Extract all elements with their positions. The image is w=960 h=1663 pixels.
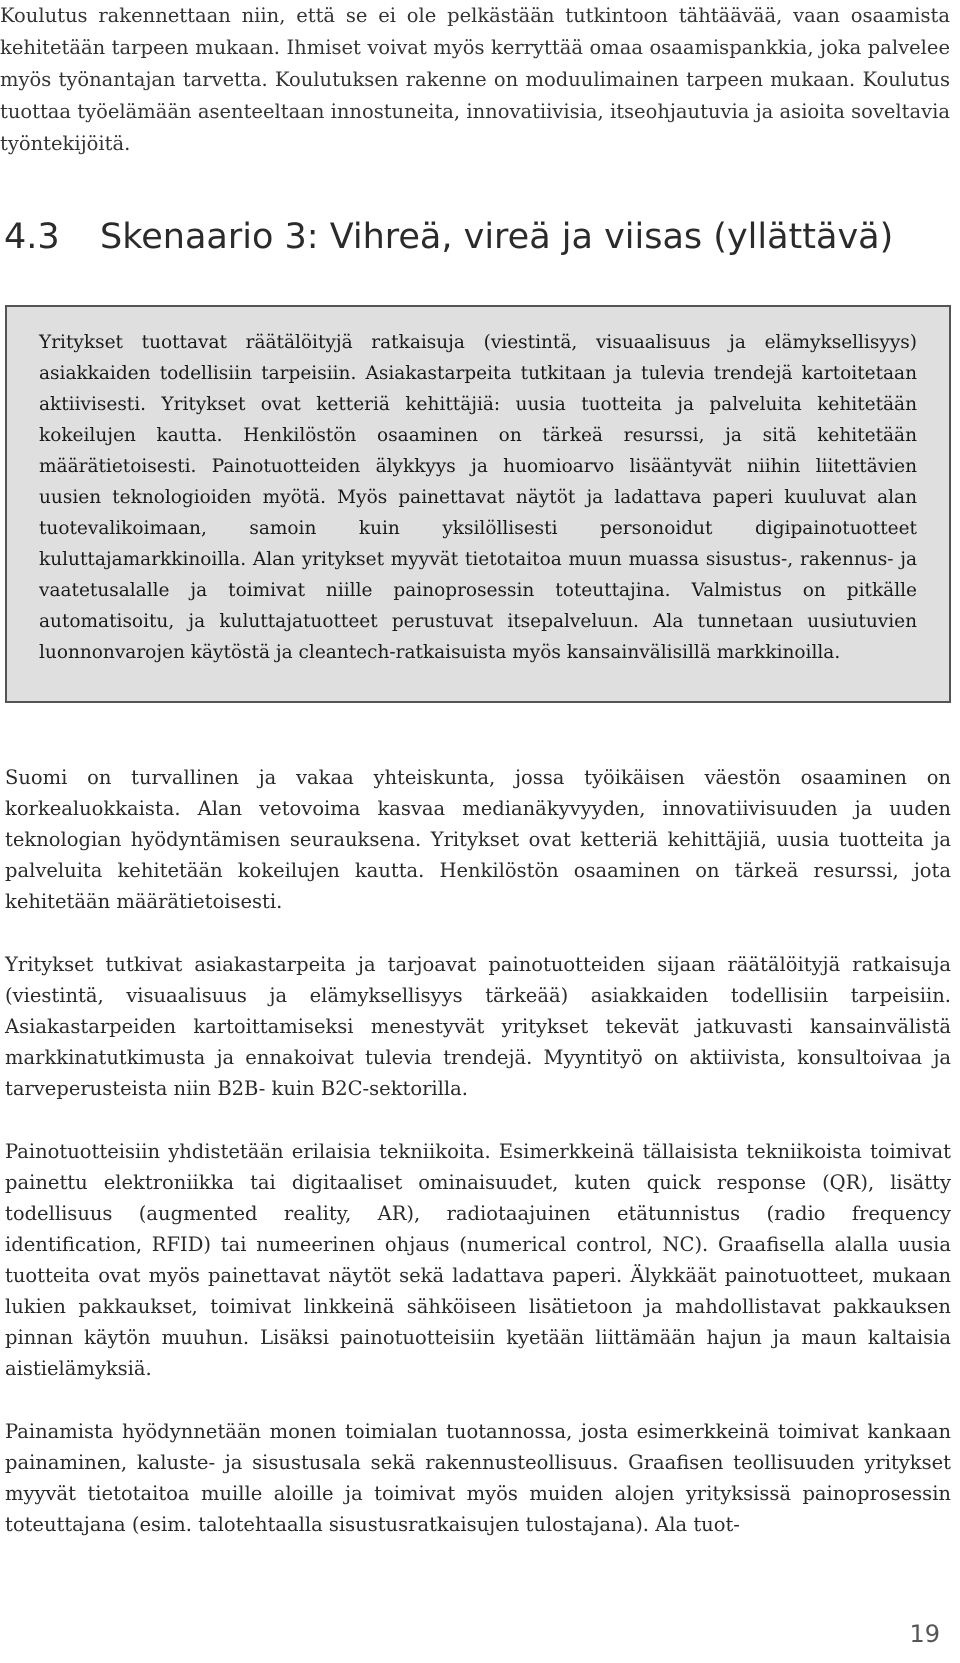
body-paragraph: Painotuotteisiin yhdistetään erilaisia tekniikoita. Esimerkkeinä tällaisista tekniikoista toimivat painettu elektroniikka tai digitaaliset ominaisuudet, kuten quick response (QR), lisätty todellisuus (augmented reality, AR), radiotaajuinen etätunnistus (radio frequency identification, RFID) tai numeerinen ohjaus (numerical control, NC). Graafisella alalla uusia tuotteita ovat myös painettavat näytöt sekä ladattava paperi. Älykkäät painotuotteet, mukaan lukien pakkaukset, toimivat linkkeinä sähköiseen lisätietoon ja mahdollistavat pakkauksen pinnan käytön muuhun. Lisäksi painotuotteisiin kyetään liittämään hajun ja maun kaltaisia aistielämyksiä. xyxy=(5,1140,951,1380)
scenario-summary-text: Yritykset tuottavat räätälöityjä ratkaisuja (viestintä, visuaalisuus ja elämyksellisyys) asiakkaiden todellisiin tarpeisiin. Asiakastarpeita tutkitaan ja tulevia trendejä kartoitetaan aktiivisesti. Yritykset ovat ketteriä kehittäjiä: uusia tuotteita ja palveluita kehitetään kokeilujen kautta. Henkilöstön osaaminen on tärkeä resurssi, ja sitä kehitetään määrätietoisesti. Painotuotteiden älykkyys ja huomioarvo lisääntyvät niihin liitettävien uusien teknologioiden myötä. Myös painettavat näytöt ja ladattava paperi kuuluvat alan tuotevalikoimaan, samoin kuin yksilöllisesti personoidut digipainotuotteet kuluttajamarkkinoilla. Alan yritykset myyvät tietotaitoa muun muassa sisustus-, rakennus- ja vaatetusalalle ja toimivat niille painoprosessin toteuttajina. Valmistus on pitkälle automatisoitu, ja kuluttajatuotteet perustuvat itsepalveluun. Ala tunnetaan uusiutuvien luonnonvarojen käytöstä ja cleantech-ratkaisuista myös kansainvälisillä markkinoilla. xyxy=(39,332,917,663)
intro-paragraph: Koulutus rakennettaan niin, että se ei ole pelkästään tutkintoon tähtäävää, vaan osaamista kehitetään tarpeen mukaan. Ihmiset voivat myös kerryttää omaa osaamispankkia, joka palvelee myös työnantajan tarvetta. Koulutuksen rakenne on moduulimainen tarpeen mukaan. Koulutus tuottaa työelämään asenteeltaan innostuneita, innovatiivisia, itseohjautuvia ja asioita soveltavia työntekijöitä. xyxy=(0,4,950,155)
section-heading xyxy=(4,212,893,262)
body-paragraph: Painamista hyödynnetään monen toimialan tuotannossa, josta esimerkkeinä toimivat kankaan painaminen, kaluste- ja sisustusala sekä rakennusteollisuus. Graafisen teollisuuden yritykset myyvät tietotaitoa muille aloille ja toimivat myös muiden alojen yrityksissä painoprosessin toteuttajana (esim. talotehtaalla sisustusratkaisujen tulostajana). Ala tuot- xyxy=(5,1420,951,1536)
section-title: Skenaario 3: Vihreä, vireä ja viisas (yllättävä) xyxy=(100,217,894,257)
body-paragraph: Suomi on turvallinen ja vakaa yhteiskunta, jossa työikäisen väestön osaaminen on korkealuokkaista. Alan vetovoima kasvaa medianäkyvyyden, innovatiivisuuden ja uuden teknologian hyödyntämisen seurauksena. Yritykset ovat ketteriä kehittäjiä, uusia tuotteita ja palveluita kehitetään kokeilujen kautta. Henkilöstön osaaminen on tärkeä resurssi, jota kehitetään määrätietoisesti. xyxy=(5,766,951,913)
scenario-summary-box xyxy=(5,305,951,703)
page-number: 19 xyxy=(909,1620,940,1648)
body-text xyxy=(5,762,951,1572)
body-paragraph: Yritykset tutkivat asiakastarpeita ja tarjoavat painotuotteiden sijaan räätälöityjä ratkaisuja (viestintä, visuaalisuus ja elämyksellisyys tärkeää) asiakkaiden todellisiin tarpeisiin. Asiakastarpeiden kartoittamiseksi menestyvät yritykset tekevät jatkuvasti kansainvälistä markkinatutkimusta ja ennakoivat tulevia trendejä. Myyntityö on aktiivista, konsultoivaa ja tarveperusteista niin B2B- kuin B2C-sektorilla. xyxy=(5,953,951,1100)
section-number: 4.3 xyxy=(4,217,60,257)
